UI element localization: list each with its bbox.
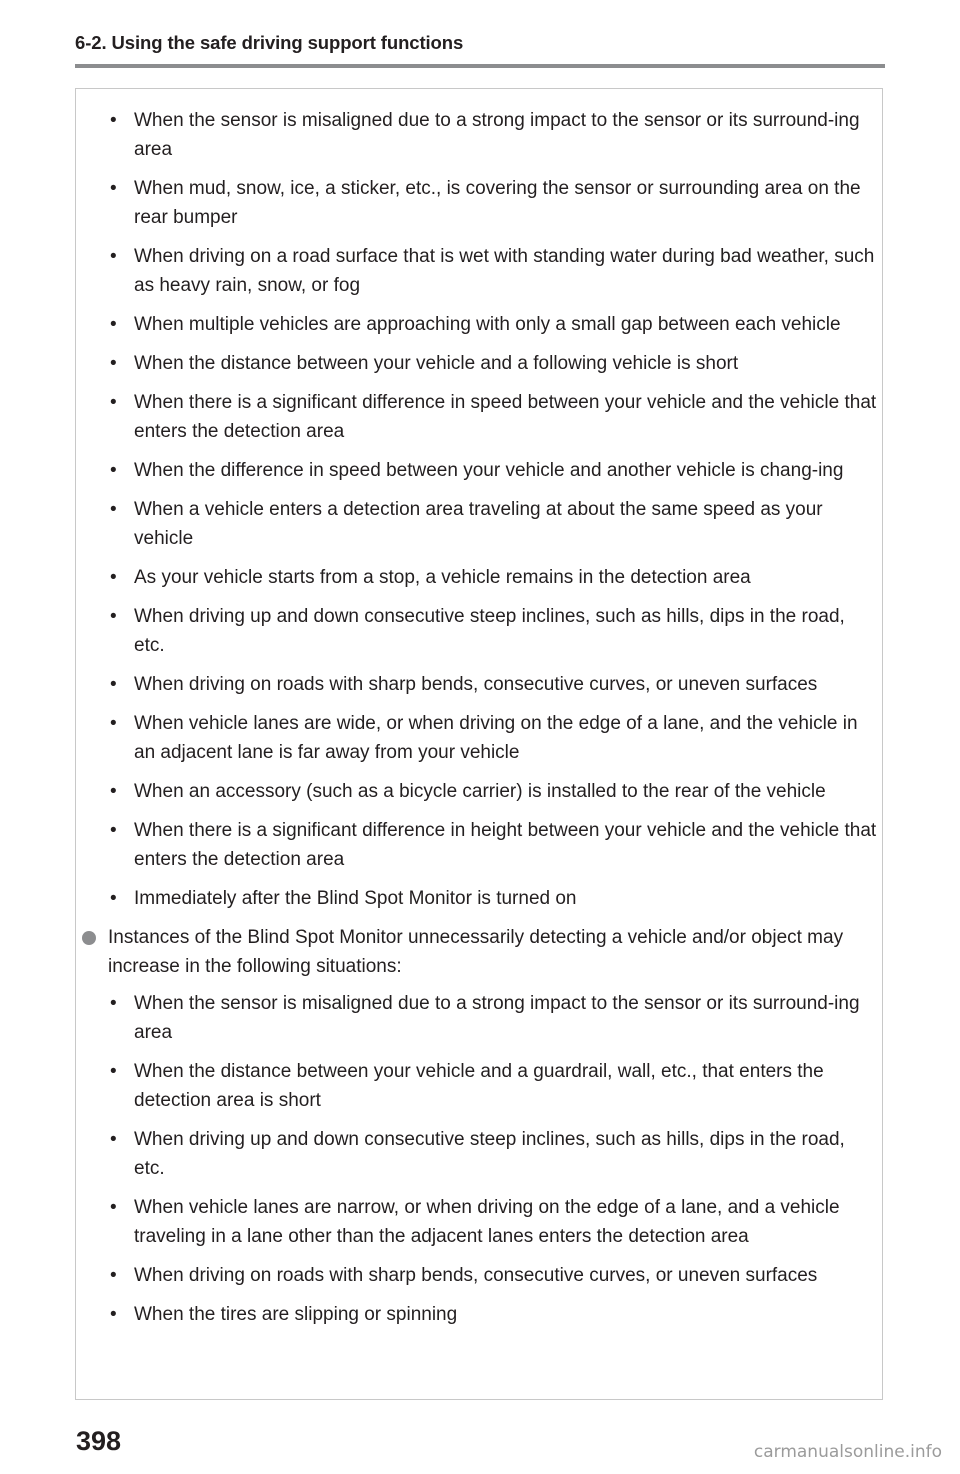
list-item: • When driving up and down consecutive steep inclines, such as hills, dips in the road, etc.	[80, 602, 880, 660]
bullet-dot: •	[110, 1061, 117, 1082]
section-header: 6-2. Using the safe driving support functions	[75, 32, 464, 53]
bullet-dot: •	[110, 993, 117, 1014]
header-divider	[75, 64, 885, 68]
bullet-dot: •	[110, 713, 117, 734]
content-body	[80, 106, 880, 1339]
bullet-dot: •	[110, 781, 117, 802]
list-item: • When driving up and down consecutive steep inclines, such as hills, dips in the road, etc.	[80, 1125, 880, 1183]
list-item: • When vehicle lanes are narrow, or when driving on the edge of a lane, and a vehicle traveling in a lane other than the adjacent lanes enters the detection area	[80, 1193, 880, 1251]
list-item: • When the sensor is misaligned due to a strong impact to the sensor or its surround-ing area	[80, 106, 880, 164]
list-item: • When the sensor is misaligned due to a strong impact to the sensor or its surround-ing area	[80, 989, 880, 1047]
bullet-dot: •	[110, 353, 117, 374]
list-item: • When an accessory (such as a bicycle carrier) is installed to the rear of the vehicle	[80, 777, 880, 806]
bullet-dot: •	[110, 606, 117, 627]
bullet-dot: •	[110, 567, 117, 588]
page-number: 398	[76, 1426, 122, 1456]
bullet-dot: •	[110, 246, 117, 267]
list-item: • When multiple vehicles are approaching with only a small gap between each vehicle	[80, 310, 880, 339]
list-item: • When vehicle lanes are wide, or when driving on the edge of a lane, and the vehicle in an adjacent lane is far away from your vehicle	[80, 709, 880, 767]
circle-bullet-icon	[82, 931, 96, 945]
bullet-dot: •	[110, 460, 117, 481]
list-item: • When the tires are slipping or spinning	[80, 1300, 880, 1329]
list-item: • When mud, snow, ice, a sticker, etc., is covering the sensor or surrounding area on the rear bumper	[80, 174, 880, 232]
bullet-dot: •	[110, 674, 117, 695]
list-item: • When the distance between your vehicle and a following vehicle is short	[80, 349, 880, 378]
bullet-dot: •	[110, 1265, 117, 1286]
list-item: • When the difference in speed between your vehicle and another vehicle is chang-ing	[80, 456, 880, 485]
bullet-list-top	[80, 106, 880, 913]
list-item: • When driving on a road surface that is wet with standing water during bad weather, such as heavy rain, snow, or fog	[80, 242, 880, 300]
main-item-text: Instances of the Blind Spot Monitor unnecessarily detecting a vehicle and/or object may increase in the following situations:	[108, 927, 844, 977]
watermark: carmanualsonline.info	[753, 1442, 942, 1462]
list-item: • Immediately after the Blind Spot Monitor is turned on	[80, 884, 880, 913]
bullet-dot: •	[110, 1304, 117, 1325]
list-item: • When a vehicle enters a detection area traveling at about the same speed as your vehicle	[80, 495, 880, 553]
bullet-dot: •	[110, 178, 117, 199]
bullet-dot: •	[110, 499, 117, 520]
list-item: • When the distance between your vehicle and a guardrail, wall, etc., that enters the detection area is short	[80, 1057, 880, 1115]
list-item: • When there is a significant difference in speed between your vehicle and the vehicle that enters the detection area	[80, 388, 880, 446]
bullet-dot: •	[110, 1129, 117, 1150]
list-item: • As your vehicle starts from a stop, a vehicle remains in the detection area	[80, 563, 880, 592]
list-item: • When there is a significant difference in height between your vehicle and the vehicle that enters the detection area	[80, 816, 880, 874]
bullet-dot: •	[110, 888, 117, 909]
bullet-dot: •	[110, 314, 117, 335]
bullet-dot: •	[110, 1197, 117, 1218]
bullet-list-sub	[108, 989, 880, 1329]
list-item: • When driving on roads with sharp bends, consecutive curves, or uneven surfaces	[80, 1261, 880, 1290]
main-list-item	[80, 923, 880, 1329]
bullet-dot: •	[110, 110, 117, 131]
list-item: • When driving on roads with sharp bends, consecutive curves, or uneven surfaces	[80, 670, 880, 699]
bullet-dot: •	[110, 392, 117, 413]
bullet-dot: •	[110, 820, 117, 841]
